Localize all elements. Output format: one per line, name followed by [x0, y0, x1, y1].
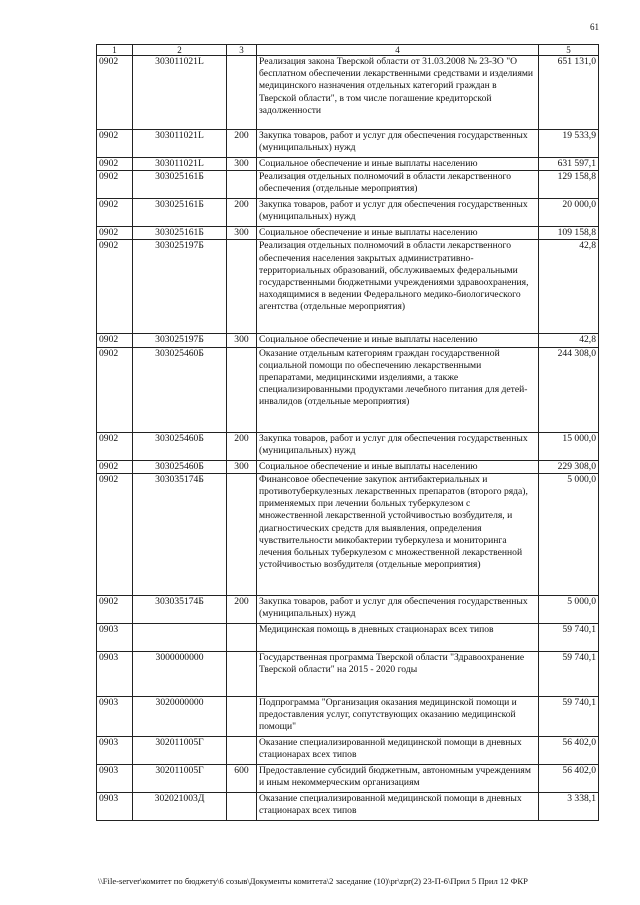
target-article-cell: 303035174Б [133, 595, 227, 623]
item-name-cell: Социальное обеспечение и иные выплаты населению [257, 227, 539, 240]
amount-cell: 20 000,0 [539, 199, 599, 227]
target-article-cell [133, 623, 227, 651]
item-name-cell: Реализация закона Тверской области от 31.03.2008 № 23-ЗО "О бесплатном обеспечении лекарственными средствами и изделиями медицинского назначения отдельных категорий граждан в Тверской области", в том числе погашение кредиторской задолженности [257, 56, 539, 130]
table-row [97, 460, 599, 473]
table-row [97, 199, 599, 227]
item-name-cell: Закупка товаров, работ и услуг для обеспечения государственных (муниципальных) нужд [257, 199, 539, 227]
amount-cell: 19 533,9 [539, 130, 599, 158]
expense-kind-cell [227, 347, 257, 432]
expense-kind-cell: 200 [227, 130, 257, 158]
item-name-cell: Оказание отдельным категориям граждан государственной социальной помощи по обеспечению лекарственными препаратами, медицинскими изделиями, а также специализированными продуктами лечебного питания для детей-инвалидов (отдельные мероприятия) [257, 347, 539, 432]
amount-cell: 15 000,0 [539, 432, 599, 460]
table-row [97, 432, 599, 460]
amount-cell: 631 597,1 [539, 158, 599, 171]
target-article-cell: 3020000000 [133, 696, 227, 736]
amount-cell: 42,8 [539, 240, 599, 334]
section-code-cell: 0902 [97, 130, 133, 158]
table-row [97, 56, 599, 130]
table-row [97, 227, 599, 240]
expense-kind-cell [227, 171, 257, 199]
amount-cell: 56 402,0 [539, 764, 599, 792]
section-code-cell: 0903 [97, 696, 133, 736]
budget-table [96, 44, 599, 821]
section-code-cell: 0902 [97, 473, 133, 595]
target-article-cell: 303025197Б [133, 240, 227, 334]
item-name-cell: Социальное обеспечение и иные выплаты населению [257, 158, 539, 171]
table-row [97, 240, 599, 334]
expense-kind-cell [227, 696, 257, 736]
item-name-cell: Социальное обеспечение и иные выплаты населению [257, 460, 539, 473]
table-row [97, 736, 599, 764]
item-name-cell: Предоставление субсидий бюджетным, автономным учреждениям и иным некоммерческим организациям [257, 764, 539, 792]
table-row [97, 473, 599, 595]
target-article-cell: 303025161Б [133, 171, 227, 199]
amount-cell: 3 338,1 [539, 792, 599, 820]
target-article-cell: 303025161Б [133, 227, 227, 240]
amount-cell: 56 402,0 [539, 736, 599, 764]
item-name-cell: Финансовое обеспечение закупок антибактериальных и противотуберкулезных лекарственных препаратов (второго ряда), применяемых при лечении больных туберкулезом с множественной лекарственной устойчивостью возбудителя, и диагностических средств для выявления, определения чувствительности микобактерии туберкулеза и мониторинга лечения больных туберкулезом с множественной лекарственной устойчивостью возбудителя (отдельные мероприятия) [257, 473, 539, 595]
item-name-cell: Закупка товаров, работ и услуг для обеспечения государственных (муниципальных) нужд [257, 130, 539, 158]
target-article-cell: 302011005Г [133, 736, 227, 764]
section-code-cell: 0903 [97, 792, 133, 820]
section-code-cell: 0903 [97, 651, 133, 696]
target-article-cell: 303011021L [133, 130, 227, 158]
item-name-cell: Закупка товаров, работ и услуг для обеспечения государственных (муниципальных) нужд [257, 595, 539, 623]
expense-kind-cell: 300 [227, 460, 257, 473]
table-row [97, 595, 599, 623]
section-code-cell: 0902 [97, 171, 133, 199]
expense-kind-cell [227, 623, 257, 651]
expense-kind-cell [227, 736, 257, 764]
header-col-2: 2 [133, 45, 227, 56]
table-row [97, 334, 599, 347]
header-col-3: 3 [227, 45, 257, 56]
target-article-cell: 303025460Б [133, 432, 227, 460]
section-code-cell: 0902 [97, 199, 133, 227]
header-col-4: 4 [257, 45, 539, 56]
item-name-cell: Подпрограмма "Организация оказания медицинской помощи и предоставления услуг, сопутствующих оказанию медицинской помощи" [257, 696, 539, 736]
item-name-cell: Оказание специализированной медицинской помощи в дневных стационарах всех типов [257, 736, 539, 764]
expense-kind-cell: 200 [227, 432, 257, 460]
file-path-footer: \\File-server\комитет по бюджету\6 созыв\Документы комитета\2 заседание (10)\pr\zpr(2) 23-П-6\Прил 5 Прил 12 ФКР [98, 876, 528, 886]
table-row [97, 764, 599, 792]
amount-cell: 5 000,0 [539, 473, 599, 595]
amount-cell: 42,8 [539, 334, 599, 347]
target-article-cell: 303025197Б [133, 334, 227, 347]
expense-kind-cell [227, 56, 257, 130]
amount-cell: 109 158,8 [539, 227, 599, 240]
item-name-cell: Закупка товаров, работ и услуг для обеспечения государственных (муниципальных) нужд [257, 432, 539, 460]
target-article-cell: 3000000000 [133, 651, 227, 696]
target-article-cell: 303011021L [133, 56, 227, 130]
item-name-cell: Оказание специализированной медицинской помощи в дневных стационарах всех типов [257, 792, 539, 820]
amount-cell: 651 131,0 [539, 56, 599, 130]
expense-kind-cell [227, 651, 257, 696]
amount-cell: 59 740,1 [539, 651, 599, 696]
expense-kind-cell: 300 [227, 334, 257, 347]
section-code-cell: 0902 [97, 347, 133, 432]
section-code-cell: 0902 [97, 460, 133, 473]
section-code-cell: 0902 [97, 56, 133, 130]
item-name-cell: Медицинская помощь в дневных стационарах всех типов [257, 623, 539, 651]
amount-cell: 244 308,0 [539, 347, 599, 432]
table-row [97, 158, 599, 171]
section-code-cell: 0902 [97, 595, 133, 623]
amount-cell: 59 740,1 [539, 696, 599, 736]
table-header-row [97, 45, 599, 56]
expense-kind-cell: 300 [227, 158, 257, 171]
amount-cell: 5 000,0 [539, 595, 599, 623]
table-row [97, 623, 599, 651]
item-name-cell: Государственная программа Тверской области "Здравоохранение Тверской области" на 2015 - 2020 годы [257, 651, 539, 696]
item-name-cell: Социальное обеспечение и иные выплаты населению [257, 334, 539, 347]
section-code-cell: 0903 [97, 623, 133, 651]
expense-kind-cell [227, 792, 257, 820]
expense-kind-cell [227, 240, 257, 334]
target-article-cell: 302011005Г [133, 764, 227, 792]
table-body [97, 56, 599, 821]
section-code-cell: 0902 [97, 432, 133, 460]
page-number: 61 [590, 22, 599, 32]
expense-kind-cell: 600 [227, 764, 257, 792]
section-code-cell: 0902 [97, 334, 133, 347]
target-article-cell: 303025161Б [133, 199, 227, 227]
target-article-cell: 303025460Б [133, 347, 227, 432]
table-row [97, 171, 599, 199]
table-row [97, 651, 599, 696]
table-row [97, 792, 599, 820]
target-article-cell: 302021003Д [133, 792, 227, 820]
item-name-cell: Реализация отдельных полномочий в области лекарственного обеспечения (отдельные мероприятия) [257, 171, 539, 199]
expense-kind-cell: 200 [227, 199, 257, 227]
section-code-cell: 0902 [97, 227, 133, 240]
header-col-1: 1 [97, 45, 133, 56]
section-code-cell: 0903 [97, 764, 133, 792]
section-code-cell: 0903 [97, 736, 133, 764]
expense-kind-cell: 300 [227, 227, 257, 240]
expense-kind-cell [227, 473, 257, 595]
header-col-5: 5 [539, 45, 599, 56]
table-row [97, 347, 599, 432]
section-code-cell: 0902 [97, 158, 133, 171]
table-row [97, 696, 599, 736]
section-code-cell: 0902 [97, 240, 133, 334]
expense-kind-cell: 200 [227, 595, 257, 623]
amount-cell: 229 308,0 [539, 460, 599, 473]
amount-cell: 129 158,8 [539, 171, 599, 199]
target-article-cell: 303011021L [133, 158, 227, 171]
item-name-cell: Реализация отдельных полномочий в области лекарственного обеспечения населения закрытых административно-территориальных образований, обслуживаемых федеральными государственными бюджетными учреждениями здравоохранения, находящимися в ведении Федерального медико-биологического агентства (отдельные мероприятия) [257, 240, 539, 334]
target-article-cell: 303035174Б [133, 473, 227, 595]
target-article-cell: 303025460Б [133, 460, 227, 473]
table-row [97, 130, 599, 158]
amount-cell: 59 740,1 [539, 623, 599, 651]
